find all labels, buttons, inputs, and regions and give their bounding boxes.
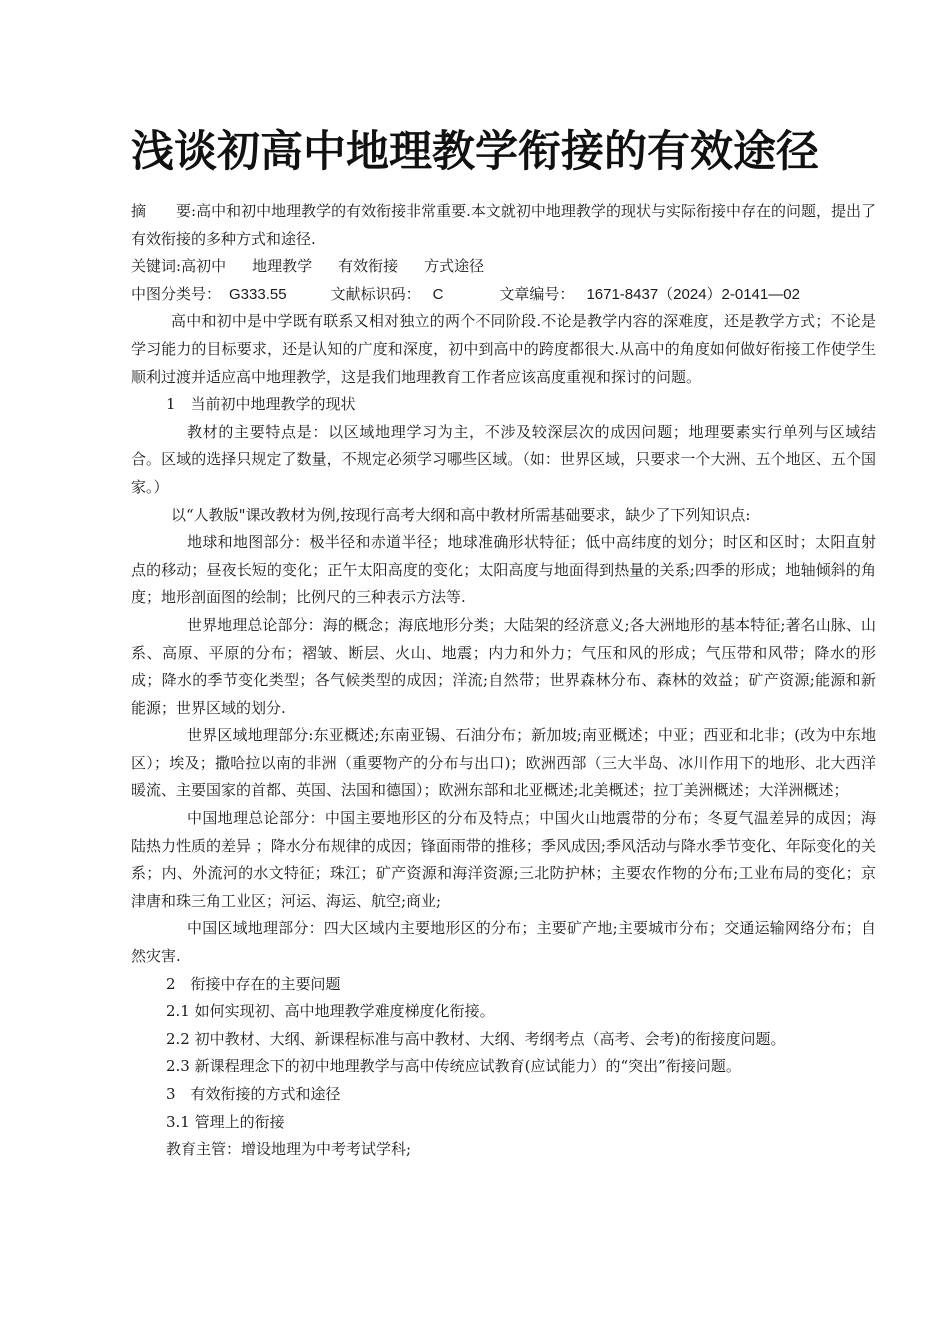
clc-label: 中图分类号： [131, 284, 222, 303]
classification-line [131, 281, 876, 309]
paragraph: 世界地理总论部分：海的概念；海底地形分类；大陆架的经济意义;各大洲地形的基本特征;著名山脉、山系、高原、平原的分布；褶皱、断层、火山、地震；内力和外力；气压和风的形成；气压带和风带；降水的形成；降水的季节变化类型；各气候类型的成因；洋流;自然带；世界森林分布、森林的效益；矿产资源;能源和新能源；世界区域的划分. [131, 615, 876, 717]
abstract-label: 摘 要: [131, 202, 197, 220]
keywords [131, 253, 876, 281]
keyword-item: 地理教学 [252, 257, 313, 276]
subsection-heading: 3.1 管理上的衔接 [166, 1112, 285, 1131]
abstract-text: 高中和初中地理教学的有效衔接非常重要.本文就初中地理教学的现状与实际衔接中存在的问题，提出了有效衔接的多种方式和途径. [131, 202, 876, 248]
keywords-label: 关键词: [131, 257, 182, 276]
paragraph: 中国区域地理部分：四大区域内主要地形区的分布；主要矿产地;主要城市分布；交通运输网络分布；自然灾害. [131, 919, 876, 966]
article-number-label: 文章编号： [499, 284, 575, 303]
paragraph: 世界区域地理部分:东亚概述;东南亚锡、石油分布；新加坡;南亚概述；中亚；西亚和北非；(改为中东地区）；埃及；撒哈拉以南的非洲（重要物产的分布与出口)；欧洲西部（三大半岛、冰川作用下的地形、北大西洋暖流、主要国家的首都、英国、法国和德国）；欧洲东部和北亚概述;北美概述；拉丁美洲概述；大洋洲概述； [131, 726, 876, 800]
abstract [131, 198, 876, 253]
paragraph: 教育主管：增设地理为中考考试学科; [166, 1140, 412, 1159]
subsection-heading: 2.3 新课程理念下的初中地理教学与高中传统应试教育(应试能力）的“突出”衔接问题。 [166, 1057, 741, 1076]
clc-value: G333.55 [229, 285, 287, 303]
paragraph-intro: 高中和初中是中学既有联系又相对独立的两个不同阶段.不论是教学内容的深难度，还是教学方式；不论是学习能力的目标要求，还是认知的广度和深度，初中到高中的跨度都很大.从高中的角度如何做好衔接工作使学生顺利过渡并适应高中地理教学，这是我们地理教育工作者应该高度重视和探讨的问题。 [131, 312, 876, 386]
keyword-item: 高初中 [181, 257, 227, 276]
paragraph: 以“人教版"课改教材为例,按现行高考大纲和高中教材所需基础要求，缺少了下列知识点: [171, 505, 751, 524]
paragraph: 中国地理总论部分：中国主要地形区的分布及特点；中国火山地震带的分布；冬夏气温差异的成因；海陆热力性质的差异 ；降水分布规律的成因；锋面雨带的推移；季风成因;季风活动与降水季节变化、年际变化的关系；内、外流河的水文特征；珠江；矿产资源和海洋资源;三北防护林；主要农作物的分布;工业布局的变化；京津唐和珠三角工业区；河运、海运、航空;商业; [131, 809, 876, 910]
doc-code-value: C [432, 285, 444, 303]
paragraph: 地球和地图部分：极半径和赤道半径；地球准确形状特征；低中高纬度的划分；时区和区时；太阳直射点的移动；昼夜长短的变化；正午太阳高度的变化；太阳高度与地面得到热量的关系;四季的形成；地轴倾斜的角度；地形剖面图的绘制；比例尺的三种表示方法等. [131, 533, 876, 607]
paragraph: 教材的主要特点是：以区域地理学习为主，不涉及较深层次的成因问题；地理要素实行单列与区域结合。区域的选择只规定了数量，不规定必须学习哪些区域。（如：世界区域，只要求一个大洲、五个地区、五个国家。） [131, 422, 876, 496]
section-heading-3: 3 有效衔接的方式和途径 [166, 1085, 341, 1103]
article-number-value: 1671-8437（2024）2-0141—02 [586, 285, 800, 303]
article-title: 浅谈初高中地理教学衔接的有效途径 [131, 127, 819, 177]
keyword-item: 有效衔接 [338, 257, 399, 276]
section-heading-2: 2 衔接中存在的主要问题 [166, 974, 341, 993]
article-body [131, 198, 876, 1164]
section-heading-1: 1 当前初中地理教学的现状 [166, 395, 356, 414]
keyword-item: 方式途径 [424, 257, 485, 276]
doc-code-label: 文献标识码： [330, 284, 421, 303]
subsection-heading: 2.1 如何实现初、高中地理教学难度梯度化衔接。 [166, 1002, 495, 1021]
subsection-heading: 2.2 初中教材、大纲、新课程标准与高中教材、大纲、考纲考点（高考、会考)的衔接度问题。 [166, 1029, 786, 1048]
